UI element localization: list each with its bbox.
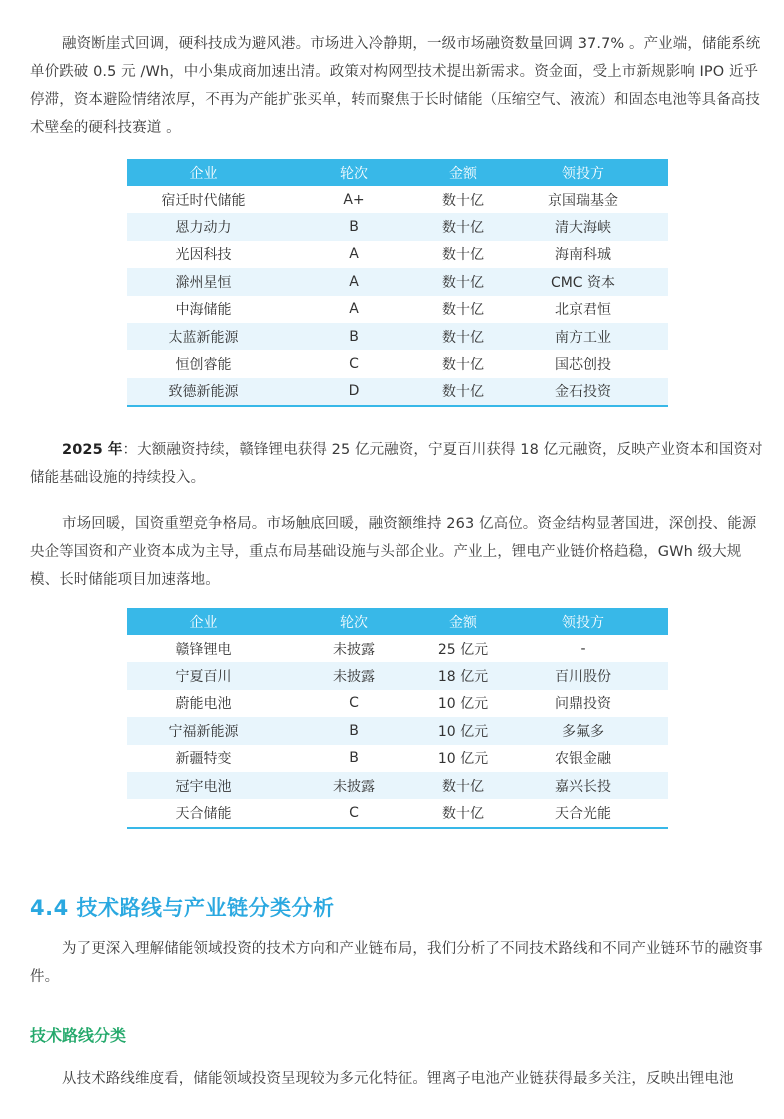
table-cell: 金石投资 bbox=[498, 378, 668, 406]
analysis-intro-paragraph: 为了更深入理解储能领域投资的技术方向和产业链布局，我们分析了不同技术路线和不同产业链环节的融资事件。 bbox=[30, 941, 763, 985]
table-cell: 未披露 bbox=[333, 641, 375, 658]
table-cell: 百川股份 bbox=[498, 662, 668, 689]
column-header: 金额 bbox=[428, 159, 498, 186]
table-cell: 国芯创投 bbox=[555, 357, 611, 374]
table-cell: 数十亿 bbox=[442, 357, 484, 374]
table-row bbox=[127, 296, 668, 323]
table-cell: 10 亿元 bbox=[437, 696, 489, 713]
year-label: 2025 年 bbox=[62, 442, 123, 458]
table-cell: D bbox=[280, 378, 428, 406]
table-cell: 数十亿 bbox=[428, 213, 498, 240]
table-cell: A bbox=[349, 301, 359, 318]
table-header-row bbox=[127, 608, 668, 635]
table-row bbox=[127, 662, 668, 689]
financing-table-2024 bbox=[127, 159, 668, 407]
table-row bbox=[127, 268, 668, 295]
table-cell: 宿迁时代储能 bbox=[161, 192, 246, 209]
table-cell: B bbox=[280, 213, 428, 240]
table-row bbox=[127, 186, 668, 213]
intro-paragraph: 融资断崖式回调，硬科技成为避风港。市场进入冷静期，一级市场融资数量回调 37.7% 。产业端，储能系统单价跌破 0.5 元 /Wh，中小集成商加速出清。政策对构网型技术提出新需求。资金面，受上市新规影响 IPO 近乎停滞，资本避险情绪浓厚，不再为产能扩张买单，转而聚焦于长时储能（压缩空气、液流）和固态电池等具备高技术壁垒的硬科技赛道 。 bbox=[30, 36, 761, 136]
table-cell: 未披露 bbox=[280, 662, 428, 689]
table-cell: 冠宇电池 bbox=[127, 772, 280, 799]
financing-table-2025 bbox=[127, 608, 668, 829]
table-cell: 18 亿元 bbox=[428, 662, 498, 689]
table-cell: 恒创睿能 bbox=[175, 357, 232, 374]
column-header: 轮次 bbox=[280, 608, 428, 635]
table-cell: B bbox=[349, 750, 359, 767]
table-cell: 清大海峡 bbox=[498, 213, 668, 240]
table-cell: 滁州星恒 bbox=[127, 268, 280, 295]
column-header: 金额 bbox=[428, 608, 498, 635]
table-cell: 天合光能 bbox=[555, 806, 611, 823]
column-header: 轮次 bbox=[280, 159, 428, 186]
column-header: 企业 bbox=[127, 608, 280, 635]
table-cell: 新疆特变 bbox=[175, 751, 232, 768]
table-row bbox=[127, 717, 668, 744]
table-cell: 京国瑞基金 bbox=[548, 192, 618, 209]
table-row bbox=[127, 799, 668, 827]
table-cell: 太蓝新能源 bbox=[127, 323, 280, 350]
table-cell: C bbox=[349, 695, 359, 712]
market-recovery-paragraph: 市场回暖，国资重塑竞争格局。市场触底回暖，融资额维持 263 亿高位。资金结构显著国进，深创投、能源央企等国资和产业资本成为主导，重点布局基础设施与头部企业。产业上，锂电产业链价格趋稳，GWh 级大规模、长时储能项目加速落地。 bbox=[30, 516, 757, 588]
table-cell: 宁夏百川 bbox=[127, 662, 280, 689]
table-cell: C bbox=[349, 356, 359, 373]
table-cell: 光因科技 bbox=[175, 247, 232, 264]
table-cell: A+ bbox=[343, 191, 365, 208]
table-cell: 数十亿 bbox=[428, 378, 498, 406]
table-cell: 北京君恒 bbox=[555, 302, 611, 319]
column-header: 企业 bbox=[127, 159, 280, 186]
subsection-title: 技术路线分类 bbox=[30, 1026, 127, 1045]
table-cell: 宁福新能源 bbox=[127, 717, 280, 744]
table-row bbox=[127, 323, 668, 350]
table-row bbox=[127, 745, 668, 772]
table-cell: 多氟多 bbox=[498, 717, 668, 744]
table-cell: - bbox=[580, 640, 586, 657]
table-cell: 数十亿 bbox=[428, 323, 498, 350]
table-row bbox=[127, 213, 668, 240]
column-header: 领投方 bbox=[498, 159, 668, 186]
table-cell: 数十亿 bbox=[442, 192, 484, 209]
tech-route-paragraph: 从技术路线维度看，储能领域投资呈现较为多元化特征。锂离子电池产业链获得最多关注，反映出锂电池 bbox=[62, 1071, 734, 1087]
year-2025-text: ：大额融资持续，赣锋锂电获得 25 亿元融资，宁夏百川获得 18 亿元融资，反映产业资本和国资对储能基础设施的持续投入。 bbox=[30, 442, 763, 486]
table-row bbox=[127, 350, 668, 377]
table-cell: A bbox=[280, 268, 428, 295]
table-cell: B bbox=[280, 717, 428, 744]
table-row bbox=[127, 378, 668, 406]
table-cell: 嘉兴长投 bbox=[498, 772, 668, 799]
table-cell: 农银金融 bbox=[555, 751, 611, 768]
table-cell: 数十亿 bbox=[442, 247, 484, 264]
table-cell: 数十亿 bbox=[428, 268, 498, 295]
table-cell: C bbox=[349, 805, 359, 822]
table-cell: A bbox=[349, 246, 359, 263]
table-cell: 赣锋锂电 bbox=[175, 641, 232, 658]
table-row bbox=[127, 635, 668, 662]
table-cell: 蔚能电池 bbox=[175, 696, 232, 713]
table-cell: CMC 资本 bbox=[498, 268, 668, 295]
table-cell: B bbox=[280, 323, 428, 350]
table-cell: 10 亿元 bbox=[428, 717, 498, 744]
table-cell: 10 亿元 bbox=[437, 751, 489, 768]
year-2025-paragraph bbox=[30, 436, 768, 492]
table-cell: 数十亿 bbox=[442, 302, 484, 319]
table-cell: 25 亿元 bbox=[437, 641, 489, 658]
column-header: 领投方 bbox=[498, 608, 668, 635]
table-row bbox=[127, 241, 668, 268]
table-row bbox=[127, 690, 668, 717]
table-cell: 数十亿 bbox=[442, 806, 484, 823]
table-cell: 海南科珹 bbox=[555, 247, 611, 264]
section-title: 4.4 技术路线与产业链分类分析 bbox=[30, 896, 335, 920]
table-cell: 南方工业 bbox=[498, 323, 668, 350]
table-cell: 致德新能源 bbox=[127, 378, 280, 406]
table-cell: 天合储能 bbox=[175, 806, 232, 823]
table-cell: 未披露 bbox=[280, 772, 428, 799]
table-header-row bbox=[127, 159, 668, 186]
table-row bbox=[127, 772, 668, 799]
table-cell: 问鼎投资 bbox=[555, 696, 611, 713]
table-cell: 恩力动力 bbox=[127, 213, 280, 240]
table-cell: 中海储能 bbox=[175, 302, 232, 319]
table-cell: 数十亿 bbox=[428, 772, 498, 799]
